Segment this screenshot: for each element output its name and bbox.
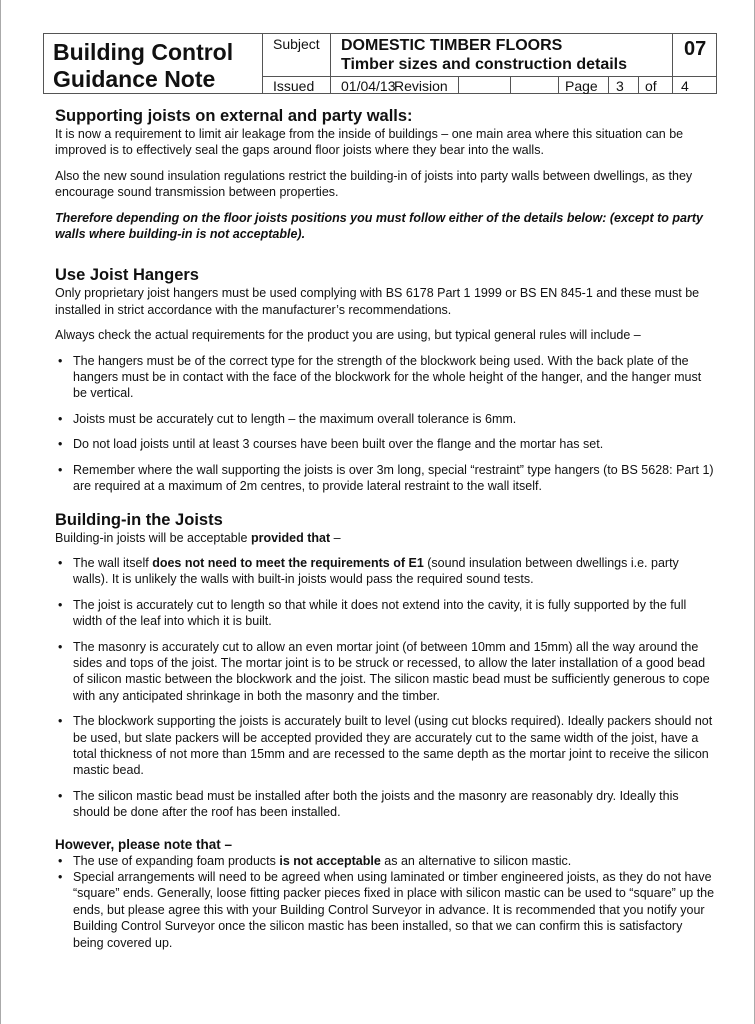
title-line-2: Guidance Note xyxy=(53,66,216,92)
bullet-list xyxy=(55,353,715,495)
subject-title: DOMESTIC TIMBER FLOORS xyxy=(341,37,563,54)
list-item: • Do not load joists until at least 3 courses have been built over the flange and the mortar has set. xyxy=(55,436,715,452)
list-item xyxy=(55,853,715,869)
paragraph: Only proprietary joist hangers must be used complying with BS 6178 Part 1 1999 or BS EN 845-1 and these must be installed in strict accordance with the manufacturer’s recommendations. xyxy=(55,286,700,317)
subject-subtitle: Timber sizes and construction details xyxy=(341,56,627,73)
list-item: • Remember where the wall supporting the joists is over 3m long, special “restraint” type hangers (to BS 5628: Part 1) are required at a maximum of 2m centres, to provide lateral restraint to the wall itself. xyxy=(55,462,715,495)
text-run: – xyxy=(330,530,341,545)
title-line-1: Building Control xyxy=(53,39,234,65)
section-heading-please-note: However, please note that – xyxy=(55,836,233,852)
text-run: (sound insulation between dwellings i.e. party walls). It is unlikely the walls with built-in joists would pass the required sound tests. xyxy=(73,555,679,587)
text-run: as an alternative to silicon mastic. xyxy=(380,853,572,868)
section-heading-supporting-joists: Supporting joists on external and party walls: xyxy=(55,107,413,125)
page-total: 4 xyxy=(681,78,689,94)
subject-label: Subject xyxy=(273,36,320,52)
page-label: Page xyxy=(565,78,598,94)
paragraph xyxy=(55,530,715,546)
text-run: Building-in joists will be acceptable xyxy=(55,530,251,545)
list-item: • Special arrangements will need to be agreed when using laminated or timber engineered joists, as they do not have “square” ends. Generally, loose fitting packer pieces fixed in place with silicon mastic can be used to “square” up the ends, but please agree this with your Building Control Surveyor in advance. It is recommended that you notify your Building Control Surveyor once the silicon mastic has been installed, so that we can confirm this is satisfactory being covered up. xyxy=(55,869,715,951)
header-table xyxy=(43,33,717,94)
list-item: • The masonry is accurately cut to allow an even mortar joint (of between 10mm and 15mm) all the way around the sides and tops of the joist. The mortar joint is to be struck or recessed, to allow the later installation of a good bead of silicon mastic between the blockwork and the joist. The silicon mastic bead must be sufficiently generous to cope with any anticipated shrinkage in both the masonry and the timber. xyxy=(55,639,715,705)
document-body xyxy=(55,106,715,951)
note-number: 07 xyxy=(684,38,707,60)
bold-text: provided that xyxy=(250,530,331,545)
list-item: • The silicon mastic bead must be installed after both the joists and the masonry are reasonably dry. Ideally this should be done after the roof has been installed. xyxy=(55,788,715,821)
list-item: • Joists must be accurately cut to length – the maximum overall tolerance is 6mm. xyxy=(55,411,715,427)
header-divider xyxy=(638,76,639,93)
list-item: • The blockwork supporting the joists is accurately built to level (using cut blocks required). Ideally packers should not be used, but slate packers will be accepted provided they are accurately cut to the same width of the joist, have a total thickness of not more than 15mm and are recessed to the same depth as the mortar joint to receive the silicon mastic bead. xyxy=(55,713,715,779)
emphasis-paragraph: Therefore depending on the floor joists positions you must follow either of the details below: (except to party walls where building-in is not acceptable). xyxy=(55,210,703,242)
list-item: • The joist is accurately cut to length so that while it does not extend into the cavity, it is fully supported by the full width of the leaf into which it is built. xyxy=(55,597,715,630)
header-divider xyxy=(262,34,263,93)
section-heading-joist-hangers: Use Joist Hangers xyxy=(55,266,199,285)
revision-label: Revision xyxy=(394,78,448,94)
bullet-list xyxy=(55,555,715,821)
issued-label: Issued xyxy=(273,78,315,94)
bold-text: is not acceptable xyxy=(279,853,381,868)
text-run: The use of expanding foam products xyxy=(73,853,280,868)
header-divider xyxy=(672,34,673,93)
header-divider xyxy=(558,76,559,93)
bullet-list xyxy=(55,853,715,951)
header-divider xyxy=(330,34,331,93)
paragraph: Always check the actual requirements for the product you are using, but typical general rules will include – xyxy=(55,328,641,343)
header-divider xyxy=(608,76,609,93)
header-divider xyxy=(458,76,459,93)
bold-text: does not need to meet the requirements of E1 xyxy=(152,555,424,570)
page-number: 3 xyxy=(616,78,624,94)
paragraph: Also the new sound insulation regulations restrict the building-in of joists into party walls between dwellings, as they encourage sound transmission between properties. xyxy=(55,168,693,200)
issued-date: 01/04/13 xyxy=(341,78,396,94)
list-item: • The hangers must be of the correct type for the strength of the blockwork being used. With the back plate of the hangers must be in contact with the face of the blockwork for the whole height of the hanger, and the hanger must be vertical. xyxy=(55,353,715,402)
of-label: of xyxy=(645,78,657,94)
header-divider xyxy=(262,76,717,77)
list-item xyxy=(55,555,715,588)
paragraph: It is now a requirement to limit air leakage from the inside of buildings – one main area where this situation can be improved is to effectively seal the gaps around floor joists where they bear into the walls. xyxy=(55,127,684,158)
section-heading-building-in: Building-in the Joists xyxy=(55,510,223,529)
text-run: The wall itself xyxy=(73,555,153,570)
header-divider xyxy=(510,76,511,93)
